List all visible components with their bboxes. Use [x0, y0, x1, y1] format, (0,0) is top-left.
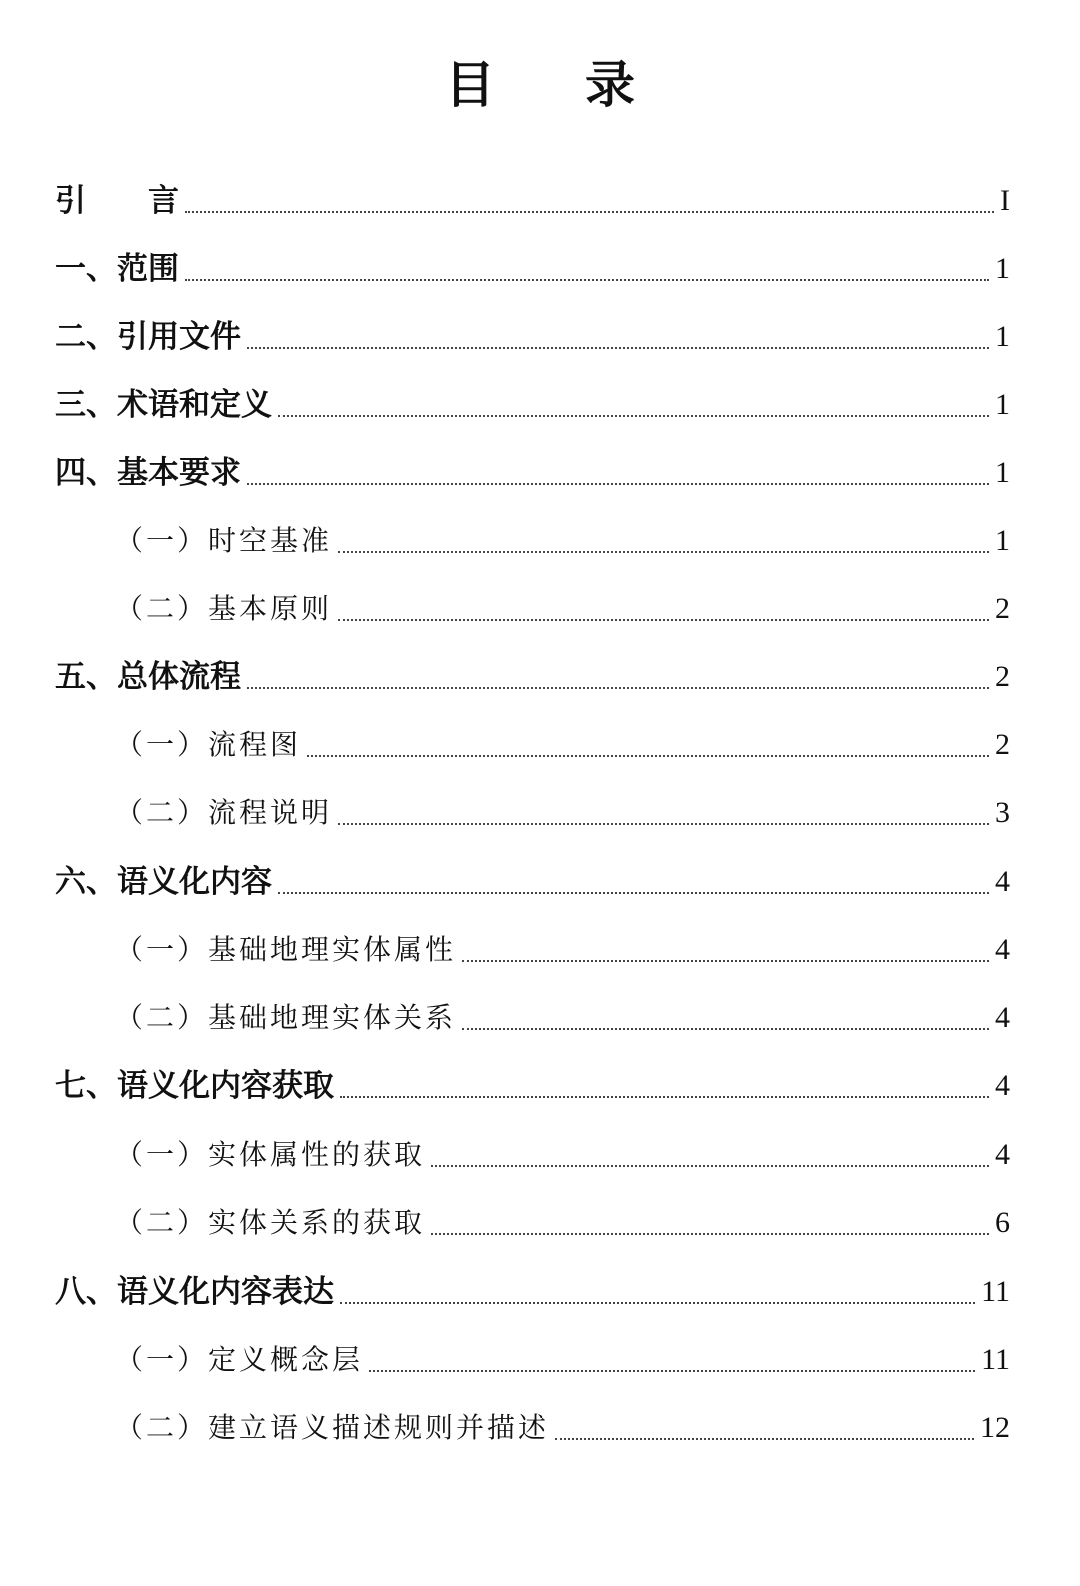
toc-page-number: 1 [995, 388, 1010, 421]
dot-leader [431, 1233, 989, 1235]
toc-entry-label: （一）基础地理实体属性 [115, 933, 457, 966]
toc-entry-label: 五、总体流程 [55, 659, 241, 695]
toc-entry[interactable] [55, 657, 1010, 697]
toc-entry-label: （一）时空基准 [115, 524, 333, 557]
dot-leader [185, 211, 994, 213]
toc-subentry[interactable] [115, 998, 1010, 1038]
toc-page-number: 2 [995, 592, 1010, 625]
toc-page-number: 4 [995, 865, 1010, 898]
toc-subentry[interactable] [115, 589, 1010, 629]
toc-entry[interactable] [55, 249, 1010, 289]
toc-page-number: 2 [995, 728, 1010, 761]
dot-leader [462, 1028, 989, 1030]
page-title [0, 50, 1080, 120]
dot-leader [307, 755, 989, 757]
toc-entry-label: （二）基础地理实体关系 [115, 1001, 457, 1034]
toc-subentry[interactable] [115, 1203, 1010, 1243]
dot-leader [338, 619, 989, 621]
toc-entry-label: （二）基本原则 [115, 592, 333, 625]
title-char-2: 录 [585, 56, 635, 114]
toc-page-number: 11 [981, 1275, 1010, 1308]
toc-entry-label: （一）实体属性的获取 [115, 1138, 426, 1171]
toc-page-number: 3 [995, 796, 1010, 829]
toc-subentry[interactable] [115, 521, 1010, 561]
toc-subentry[interactable] [115, 1135, 1010, 1175]
toc-page-number: 4 [995, 1001, 1010, 1034]
toc-entry-label: 二、引用文件 [55, 319, 241, 355]
toc-subentry[interactable] [115, 930, 1010, 970]
toc-entry-label: 六、语义化内容 [55, 864, 272, 900]
toc-subentry[interactable] [115, 725, 1010, 765]
toc-subentry[interactable] [115, 1408, 1010, 1448]
dot-leader [340, 1302, 975, 1304]
toc-page-number: 12 [980, 1411, 1010, 1444]
toc-entry-label: （二）建立语义描述规则并描述 [115, 1411, 550, 1444]
toc-subentry[interactable] [115, 1340, 1010, 1380]
toc-entry-label: （一）定义概念层 [115, 1343, 364, 1376]
dot-leader [555, 1438, 974, 1440]
dot-leader [462, 960, 989, 962]
toc-entry-label: 三、术语和定义 [55, 387, 272, 423]
toc-page-number: I [1000, 184, 1010, 217]
toc-entry[interactable] [55, 317, 1010, 357]
toc-entry[interactable] [55, 385, 1010, 425]
toc-page-number: 2 [995, 660, 1010, 693]
toc-entry[interactable] [55, 1272, 1010, 1312]
toc-entry-label: （二）实体关系的获取 [115, 1206, 426, 1239]
toc-subentry[interactable] [115, 793, 1010, 833]
toc-entry-label: 四、基本要求 [55, 455, 241, 491]
dot-leader [338, 823, 989, 825]
toc-entry-intro[interactable] [55, 181, 1010, 221]
toc-page-number: 1 [995, 456, 1010, 489]
toc-entry-label: （一）流程图 [115, 728, 302, 761]
toc-page-number: 4 [995, 933, 1010, 966]
toc-entry-label: 七、语义化内容获取 [55, 1068, 334, 1104]
toc-entry[interactable] [55, 453, 1010, 493]
toc-page-number: 6 [995, 1206, 1010, 1239]
dot-leader [247, 687, 989, 689]
toc-entry-label: 八、语义化内容表达 [55, 1274, 334, 1310]
toc-page-number: 4 [995, 1138, 1010, 1171]
dot-leader [338, 551, 989, 553]
dot-leader [431, 1165, 989, 1167]
toc-entry-label: （二）流程说明 [115, 796, 333, 829]
toc-entry-label: 引 言 [55, 183, 179, 219]
dot-leader [369, 1370, 975, 1372]
title-char-1: 目 [445, 56, 495, 114]
toc-page-number: 1 [995, 524, 1010, 557]
dot-leader [278, 415, 989, 417]
toc-entry[interactable] [55, 862, 1010, 902]
dot-leader [247, 483, 989, 485]
dot-leader [278, 892, 989, 894]
toc-page-number: 11 [981, 1343, 1010, 1376]
dot-leader [185, 279, 989, 281]
dot-leader [247, 347, 989, 349]
toc-page-number: 1 [995, 252, 1010, 285]
toc-page-number: 4 [995, 1069, 1010, 1102]
toc-entry-label: 一、范围 [55, 251, 179, 287]
toc-page-number: 1 [995, 320, 1010, 353]
toc-entry[interactable] [55, 1066, 1010, 1106]
dot-leader [340, 1096, 989, 1098]
